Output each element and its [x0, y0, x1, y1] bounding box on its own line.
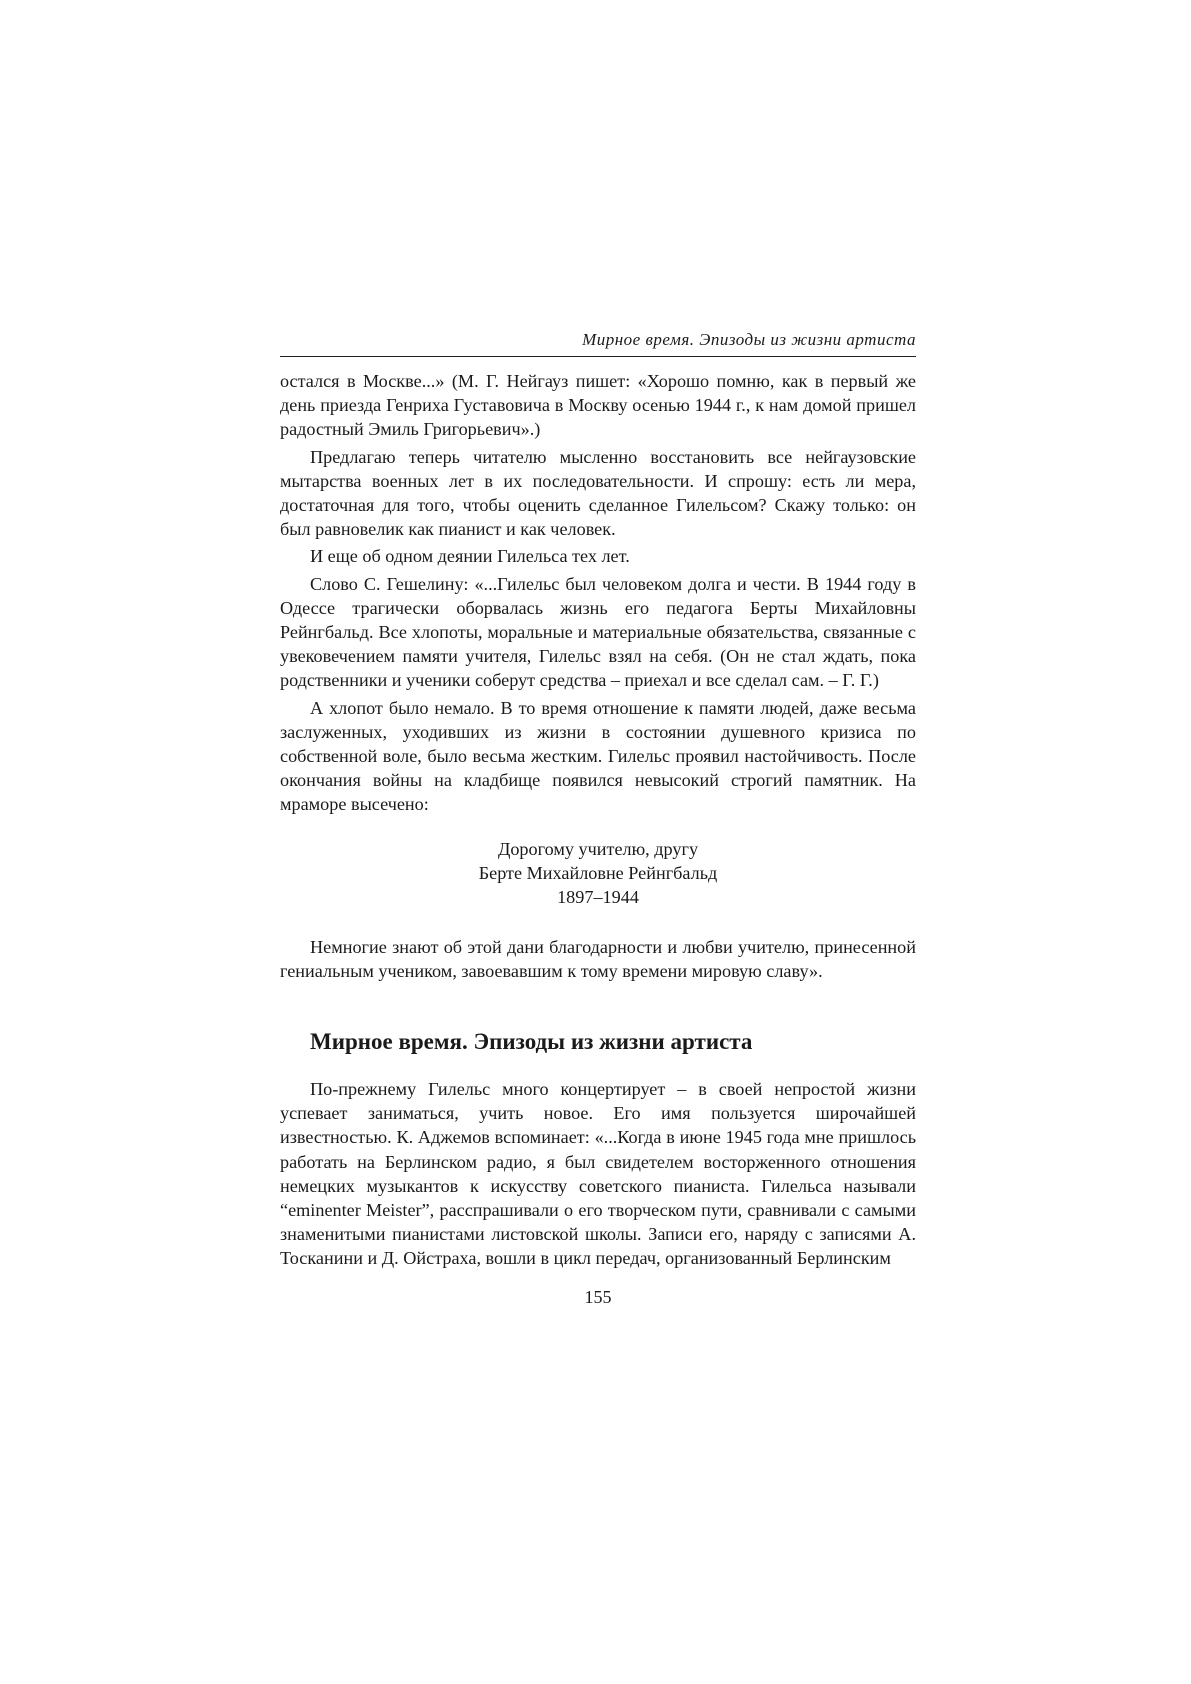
memorial-inscription: [280, 837, 916, 909]
section-heading: Мирное время. Эпизоды из жизни артиста: [310, 1029, 753, 1055]
paragraph: Немногие знают об этой дани благодарности и любви учителю, принесенной гениальным учеником, завоевавшим к тому времени мировую славу».: [280, 936, 916, 981]
paragraph: А хлопот было немало. В то время отношение к памяти людей, даже весьма заслуженных, уходивших из жизни в состоянии душевного кризиса по собственной воле, было весьма жестким. Гилельс проявил настойчивость. После окончания войны на кладбище появился невысокий строгий памятник. На мраморе высечено:: [280, 697, 916, 815]
inscription-line: Дорогому учителю, другу: [497, 838, 699, 859]
paragraph: По-прежнему Гилельс много концертирует – в своей непростой жизни успевает заниматься, учить новое. Его имя пользуется широчайшей известностью. К. Аджемов вспоминает: «...Когда в июне 1945 года мне пришлось работать на Берлинском радио, я был свидетелем восторженного отношения немецких музыкантов к искусству советского пианиста. Гилельса называли “eminenter Meister”, расспрашивали о его творческом пути, сравнивали с самыми знаменитыми пианистами листовской школы. Записи его, наряду с записями А. Тосканини и Д. Ойстраха, вошли в цикл передач, организованный Берлинским: [280, 1079, 916, 1269]
paragraph: Слово С. Гешелину: «...Гилельс был человеком долга и чести. В 1944 году в Одессе трагически оборвалась жизнь его педагога Берты Михайловны Рейнгбальд. Все хлопоты, моральные и материальные обязательства, связанные с увековечением памяти учителя, Гилельс взял на себя. (Он не стал ждать, пока родственники и ученики соберут средства – приехал и все сделал сам. – Г. Г.): [280, 573, 916, 691]
paragraph-continuation: остался в Москве...» (М. Г. Нейгауз пишет: «Хорошо помню, как в первый же день приезда Генриха Густавовича в Москву осенью 1944 г., к нам домой пришел радостный Эмиль Григорьевич».): [280, 371, 916, 440]
running-head: Мирное время. Эпизоды из жизни артиста: [280, 330, 916, 357]
inscription-line: Берте Михайловне Рейнгбальд: [478, 862, 718, 883]
paragraph: И еще об одном деянии Гилельса тех лет.: [310, 546, 630, 567]
inscription-line: 1897–1944: [557, 886, 639, 907]
page-number: 155: [584, 1286, 612, 1307]
paragraph: Предлагаю теперь читателю мысленно восстановить все нейгаузовские мытарства военных лет в их последовательности. И спрошу: есть ли мера, достаточная для того, чтобы оценить сделанное Гилельсом? Скажу только: он был равновелик как пианист и как человек.: [280, 446, 916, 540]
book-page: [280, 330, 916, 1308]
body-text: [280, 369, 916, 1271]
